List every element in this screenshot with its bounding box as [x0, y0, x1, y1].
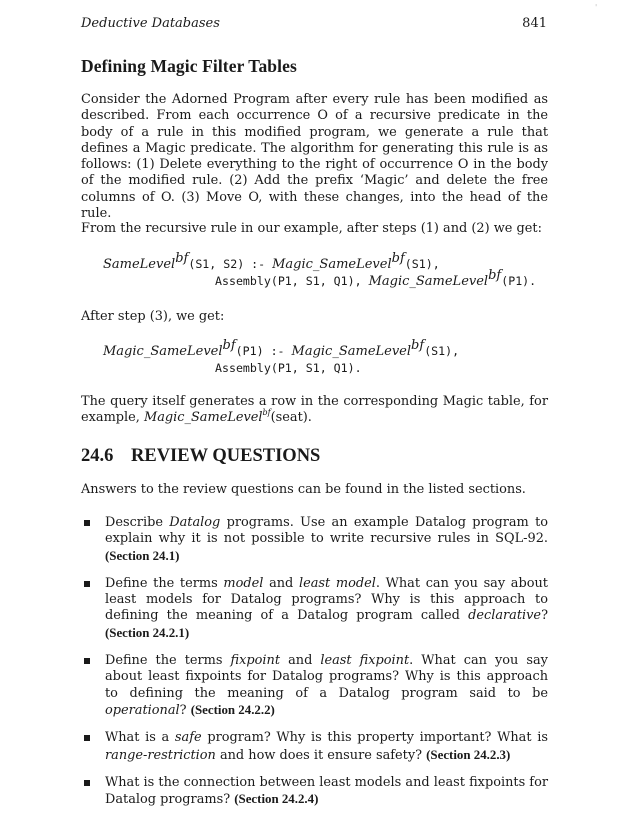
text: and how does it ensure safety?	[215, 747, 427, 763]
code-args: (P1).	[501, 274, 537, 288]
review-question	[81, 576, 548, 642]
text: and	[263, 575, 299, 591]
text: . What can you say about least fixpoints for Datalog programs? Why is this approach to defining the meaning of a Datalog program said to be	[105, 653, 548, 701]
adornment: bf	[411, 338, 425, 353]
section-number: 24.6	[81, 446, 114, 466]
running-title: Deductive Databases	[81, 16, 220, 31]
adornment: bf	[488, 268, 502, 283]
text: . What can you say about least models for Datalog programs? Why is this approach to defining the meaning of a Datalog program called	[105, 575, 548, 624]
code-block-step-3	[103, 338, 460, 377]
code-args: (S1),	[404, 257, 440, 271]
bullet-icon	[84, 658, 90, 664]
predicate: Magic_SameLevel	[272, 257, 392, 272]
code-args: (P1) :-	[235, 344, 292, 358]
adornment: bf	[391, 251, 405, 266]
text: Define the terms	[105, 575, 224, 591]
lead-paragraph-steps-1-2: From the recursive rule in our example, after steps (1) and (2) we get:	[81, 221, 542, 236]
section-title: REVIEW QUESTIONS	[131, 446, 321, 466]
predicate: Magic_SameLevel	[291, 344, 412, 359]
review-question	[81, 775, 548, 809]
code-block-steps-1-2	[103, 251, 537, 290]
section-heading-magic-filter: Defining Magic Filter Tables	[81, 56, 297, 76]
running-head	[81, 16, 547, 31]
text: and	[280, 653, 321, 669]
text: ?	[179, 702, 191, 718]
query-args: (seat).	[270, 410, 312, 426]
section-ref: (Section 24.1)	[105, 548, 180, 563]
code-args: (S1, S2) :-	[188, 257, 273, 271]
emphasis: range-restriction	[105, 747, 216, 763]
bullet-icon	[84, 581, 90, 587]
bullet-icon	[84, 780, 90, 786]
emphasis: model	[223, 575, 264, 591]
query-paragraph	[81, 394, 548, 427]
section-ref: (Section 24.2.2)	[190, 702, 275, 717]
predicate: SameLevel	[103, 257, 176, 272]
emphasis: fixpoint	[230, 653, 281, 669]
review-intro: Answers to the review questions can be found in the listed sections.	[81, 482, 526, 497]
adornment: bf	[222, 338, 236, 353]
code-line	[103, 360, 459, 377]
code-args: Assembly(P1, S1, Q1),	[215, 274, 369, 288]
corner-mark: '	[595, 3, 598, 12]
text: Describe	[105, 515, 170, 530]
query-text: The query itself generates a row in the corresponding Magic table, for example,	[81, 394, 548, 426]
text: programs. Use an example Datalog program to explain why it is not possible to write recursive rules in SQL-92.	[105, 515, 549, 547]
code-args: (S1),	[424, 344, 460, 358]
section-ref: (Section 24.2.4)	[234, 792, 319, 807]
text: program? Why is this property important? What is	[201, 730, 548, 746]
code-line	[103, 251, 536, 273]
query-predicate: Magic_SameLevel	[144, 410, 263, 426]
review-question	[81, 653, 548, 719]
emphasis: least model	[298, 575, 376, 591]
intro-paragraph: Consider the Adorned Program after every rule has been modified as described. From each occurrence O of a recursive predicate in the body of a rule in this modified program, we generate a rule that defines a Magic predicate. The algorithm for generating this rule is as follows: (1) Delete everything to the right of occurrence O in the body of the modified rule. (2) Add the prefix ‘Magic’ and delete the free columns of O. (3) Move O, with these changes, into the head of the rule.	[81, 92, 548, 222]
section-ref: (Section 24.2.3)	[426, 747, 511, 762]
text: ?	[541, 608, 548, 624]
emphasis: least fixpoint	[320, 653, 410, 669]
code-line	[103, 268, 537, 290]
emphasis: declarative	[468, 608, 542, 624]
bullet-icon	[84, 735, 90, 741]
emphasis: Datalog	[169, 515, 221, 530]
lead-paragraph-step-3: After step (3), we get:	[81, 309, 225, 324]
code-line	[103, 338, 460, 360]
review-question	[81, 730, 548, 764]
page-number: 841	[522, 16, 547, 31]
predicate: Magic_SameLevel	[103, 344, 223, 359]
text: Define the terms	[105, 653, 231, 669]
review-question	[81, 515, 548, 565]
bullet-icon	[84, 520, 90, 526]
section-heading-review	[81, 446, 320, 467]
section-ref: (Section 24.2.1)	[105, 625, 190, 640]
text: What is a	[105, 730, 175, 746]
predicate: Magic_SameLevel	[368, 274, 489, 289]
review-question-list	[81, 515, 548, 819]
text: What is the connection between least models and least fixpoints for Datalog programs?	[105, 774, 548, 808]
code-args: Assembly(P1, S1, Q1).	[215, 361, 362, 375]
emphasis: operational	[105, 702, 180, 718]
adornment: bf	[175, 251, 189, 266]
emphasis: safe	[174, 730, 202, 746]
adornment: bf	[262, 408, 271, 418]
